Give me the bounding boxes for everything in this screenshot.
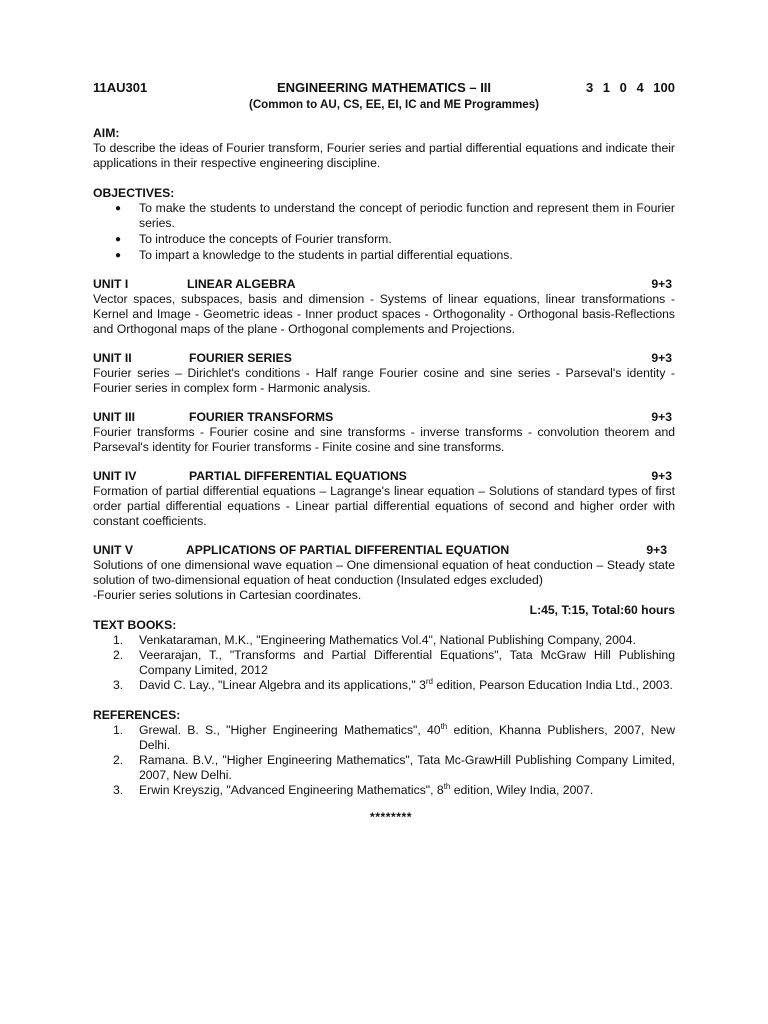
item-number: 3.: [113, 783, 124, 797]
objective-item: [93, 248, 675, 263]
reference-item: [93, 723, 675, 753]
item-number: 3.: [113, 678, 124, 692]
unit-1-heading: [93, 277, 675, 292]
item-text-pre: Grewal. B. S., "Higher Engineering Mathematics", 40: [139, 723, 441, 737]
unit-5-content-line: Solutions of one dimensional wave equation – One dimensional equation of heat conduction – Steady state solution of two-dimensional equation of heat conduction (Insulated edges excluded): [93, 558, 675, 587]
item-text-post: edition, Wiley India, 2007.: [450, 783, 594, 797]
item-number: 1.: [113, 633, 124, 647]
item-superscript: th: [440, 721, 448, 731]
objectives-heading: OBJECTIVES:: [93, 186, 175, 200]
reference-item: [93, 783, 675, 798]
unit-label: UNIT III: [93, 410, 135, 424]
item-superscript: th: [443, 781, 451, 791]
course-subtitle: (Common to AU, CS, EE, EI, IC and ME Programmes): [248, 98, 540, 111]
total-hours: L:45, T:15, Total:60 hours: [529, 603, 675, 617]
course-code: 11AU301: [93, 80, 148, 95]
item-text: Veerarajan, T., "Transforms and Partial Differential Equations", Tata McGraw Hill Publishing Company Limited, 2012: [139, 648, 675, 677]
unit-5-content-line: -Fourier series solutions in Cartesian coordinates.: [93, 588, 362, 602]
course-credits: 3 1 0 4 100: [585, 80, 675, 95]
objective-item: [93, 201, 675, 231]
objective-text: To make the students to understand the concept of periodic function and represent them in Fourier series.: [139, 201, 675, 230]
bullet-icon: ●: [115, 203, 122, 214]
unit-title: APPLICATIONS OF PARTIAL DIFFERENTIAL EQUATION: [186, 543, 510, 557]
unit-2-content: Fourier series – Dirichlet's conditions - Half range Fourier cosine and sine series - Parseval's identity - Fourier series in complex form - Harmonic analysis.: [93, 366, 675, 395]
references-list: [93, 723, 675, 798]
unit-title: PARTIAL DIFFERENTIAL EQUATIONS: [189, 469, 407, 483]
unit-2-heading: [93, 351, 675, 366]
aim-heading: AIM:: [93, 126, 120, 140]
item-text-post: edition, Pearson Education India Ltd., 2003.: [433, 678, 673, 692]
end-marker: ********: [370, 810, 412, 824]
objective-item: [93, 232, 675, 247]
unit-label: UNIT V: [93, 543, 133, 557]
item-number: 2.: [113, 648, 124, 662]
references-heading: REFERENCES:: [93, 708, 181, 722]
text-book-item: [93, 633, 675, 648]
item-superscript: rd: [425, 676, 433, 686]
item-number: 1.: [113, 723, 124, 737]
bullet-icon: ●: [115, 250, 122, 261]
unit-hours: 9+3: [651, 277, 672, 291]
text-books-heading: TEXT BOOKS:: [93, 618, 177, 632]
syllabus-page: [93, 80, 675, 824]
unit-label: UNIT I: [93, 277, 129, 291]
reference-item: [93, 753, 675, 783]
objectives-list: [93, 201, 675, 263]
text-book-item: [93, 678, 675, 693]
unit-title: FOURIER TRANSFORMS: [189, 410, 334, 424]
course-header: [93, 80, 675, 97]
item-text: Venkataraman, M.K., "Engineering Mathematics Vol.4", National Publishing Company, 2004.: [139, 633, 636, 647]
item-number: 2.: [113, 753, 124, 767]
unit-hours: 9+3: [646, 543, 667, 557]
unit-label: UNIT IV: [93, 469, 137, 483]
aim-text: To describe the ideas of Fourier transform, Fourier series and partial differential equations and indicate their applications in their respective engineering discipline.: [93, 141, 675, 170]
unit-hours: 9+3: [651, 351, 672, 365]
text-book-item: [93, 648, 675, 678]
unit-1-content: Vector spaces, subspaces, basis and dimension - Systems of linear equations, linear transformations - Kernel and Image - Geometric ideas - Inner product spaces - Orthogonality - Orthogonal basis-Reflections and Orthogonal maps of the plane - Orthogonal complements and Projections.: [93, 292, 675, 336]
unit-title: FOURIER SERIES: [189, 351, 292, 365]
unit-5-heading: [93, 543, 675, 558]
item-text-pre: David C. Lay., "Linear Algebra and its applications," 3: [139, 678, 426, 692]
unit-3-content: Fourier transforms - Fourier cosine and sine transforms - inverse transforms - convolution theorem and Parseval's identity for Fourier transforms - Finite cosine and sine transforms.: [93, 425, 675, 454]
bullet-icon: ●: [115, 234, 122, 245]
unit-hours: 9+3: [651, 469, 672, 483]
course-title: ENGINEERING MATHEMATICS – III: [277, 80, 492, 95]
unit-title: LINEAR ALGEBRA: [187, 277, 296, 291]
unit-label: UNIT II: [93, 351, 132, 365]
unit-4-content: Formation of partial differential equations – Lagrange's linear equation – Solutions of standard types of first order partial differential equations - Linear partial differential equations of second and higher order with constant coefficients.: [93, 484, 675, 528]
objective-text: To impart a knowledge to the students in partial differential equations.: [139, 248, 513, 262]
item-text-pre: Erwin Kreyszig, "Advanced Engineering Mathematics", 8: [139, 783, 444, 797]
unit-4-heading: [93, 469, 675, 484]
unit-hours: 9+3: [651, 410, 672, 424]
item-text: Ramana. B.V., "Higher Engineering Mathematics", Tata Mc-GrawHill Publishing Company Limited, 2007, New Delhi.: [139, 753, 675, 782]
item-text-post: edition, Khanna Publishers, 2007, New Delhi.: [139, 723, 675, 752]
text-books-list: [93, 633, 675, 693]
unit-3-heading: [93, 410, 675, 425]
objective-text: To introduce the concepts of Fourier transform.: [139, 232, 392, 246]
